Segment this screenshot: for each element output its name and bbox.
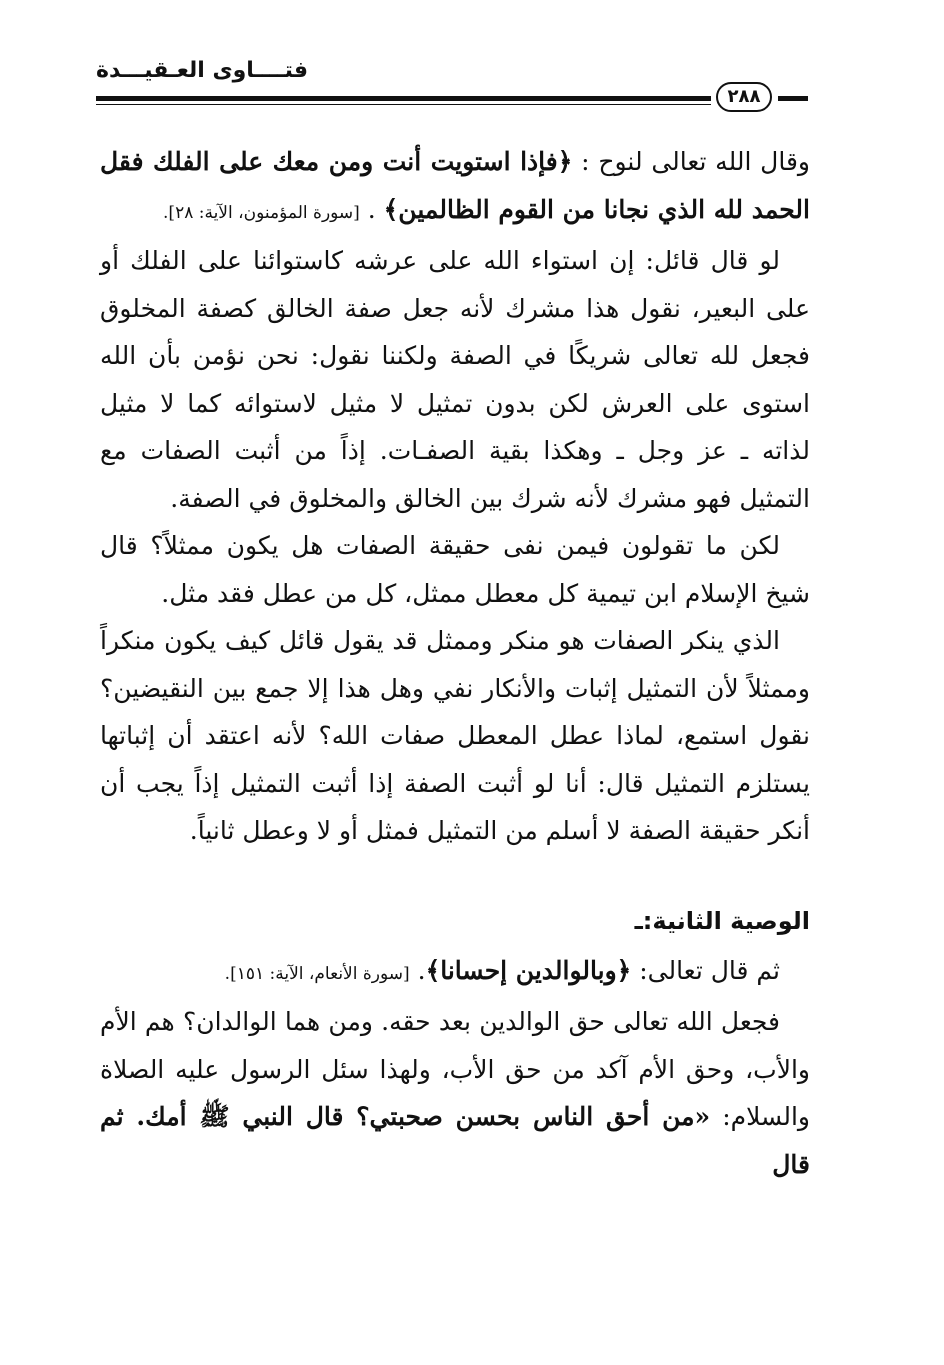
paragraph-denier: الذي ينكر الصفات هو منكر وممثل قد يقول قائل كيف يكون منكراً وممثلاً لأن التمثيل إثبات والأنكار نفي وهل هذا إلا جمع بين النقيضين؟ نقول استمع، لماذا عطل المعطل صفات الله؟ لأنه اعتقد أن إثباتها يستلزم التمثيل قال: أنا لو أثبت الصفة إذا أثبت التمثيل إذاً يجب أن أنكر حقيقة الصفة لا أسلم من التمثيل فمثل أو لا وعطل ثانياً.	[100, 626, 810, 845]
paragraph-noah-verse	[100, 138, 810, 237]
book-title: فتــــاوى العـقيـــدة	[96, 58, 309, 83]
verse-reference: [سورة المؤمنون، الآية: ٢٨].	[163, 202, 360, 223]
verse-reference: [سورة الأنعام، الآية: ١٥١].	[224, 963, 410, 984]
hadith-quote: «من أحق الناس بحسن صحبتي؟ قال النبي ﷺ أمك. ثم قال	[100, 1102, 810, 1179]
paragraph-istiwa: لو قال قائل: إن استواء الله على عرشه كاستوائنا على الفلك أو على البعير، نقول هذا مشرك لأنه جعل صفة الخالق كصفة المخلوق فجعل لله تعالى شريكًا في الصفة ولكننا نقول: نحن نؤمن بأن الله استوى على العرش لكن بدون تمثيل لا مثيل لاستوائه كما لا مثيل لذاته ـ عز وجل ـ وهكذا بقية الصفـات. إذاً من أثبت الصفات مع التمثيل فهو مشرك لأنه شرك بين الخالق والمخلوق في الصفة.	[100, 246, 810, 513]
quran-verse: ﴿فإذا استويت أنت ومن معك على الفلك فقل الحمد لله الذي نجانا من القوم الظالمين﴾	[100, 147, 810, 224]
section-title: الوصية الثانية:ـ	[634, 906, 810, 935]
paragraph-intro: وقال الله تعالى لنوح :	[572, 147, 810, 176]
paragraph-negation: لكن ما تقولون فيمن نفى حقيقة الصفات هل يكون ممثلاً؟ قال شيخ الإسلام ابن تيمية كل معطل ممثل، كل من عطل فقد مثل.	[100, 531, 810, 608]
header-rule-thin	[96, 104, 711, 105]
quran-verse: ﴿وبالوالدين إحسانا﴾	[425, 955, 632, 985]
page-number: ٢٨٨	[716, 82, 772, 112]
paragraph-intro: ثم قال تعالى:	[631, 955, 780, 985]
page-body	[100, 138, 810, 1188]
header-rule-short	[778, 96, 808, 101]
header-rule	[96, 96, 711, 101]
page-header	[96, 52, 808, 112]
paragraph-text: فجعل الله تعالى حق الوالدين بعد حقه. ومن هما الوالدان؟ هم الأم والأب، وحق الأم آكد من حق الأب، ولهذا سئل الرسول عليه الصلاة والسلام:	[100, 1007, 810, 1131]
paragraph-parents-verse	[100, 947, 810, 999]
separator: .	[359, 194, 384, 224]
paragraph-parents-rights	[100, 998, 810, 1188]
separator: .	[409, 955, 426, 985]
